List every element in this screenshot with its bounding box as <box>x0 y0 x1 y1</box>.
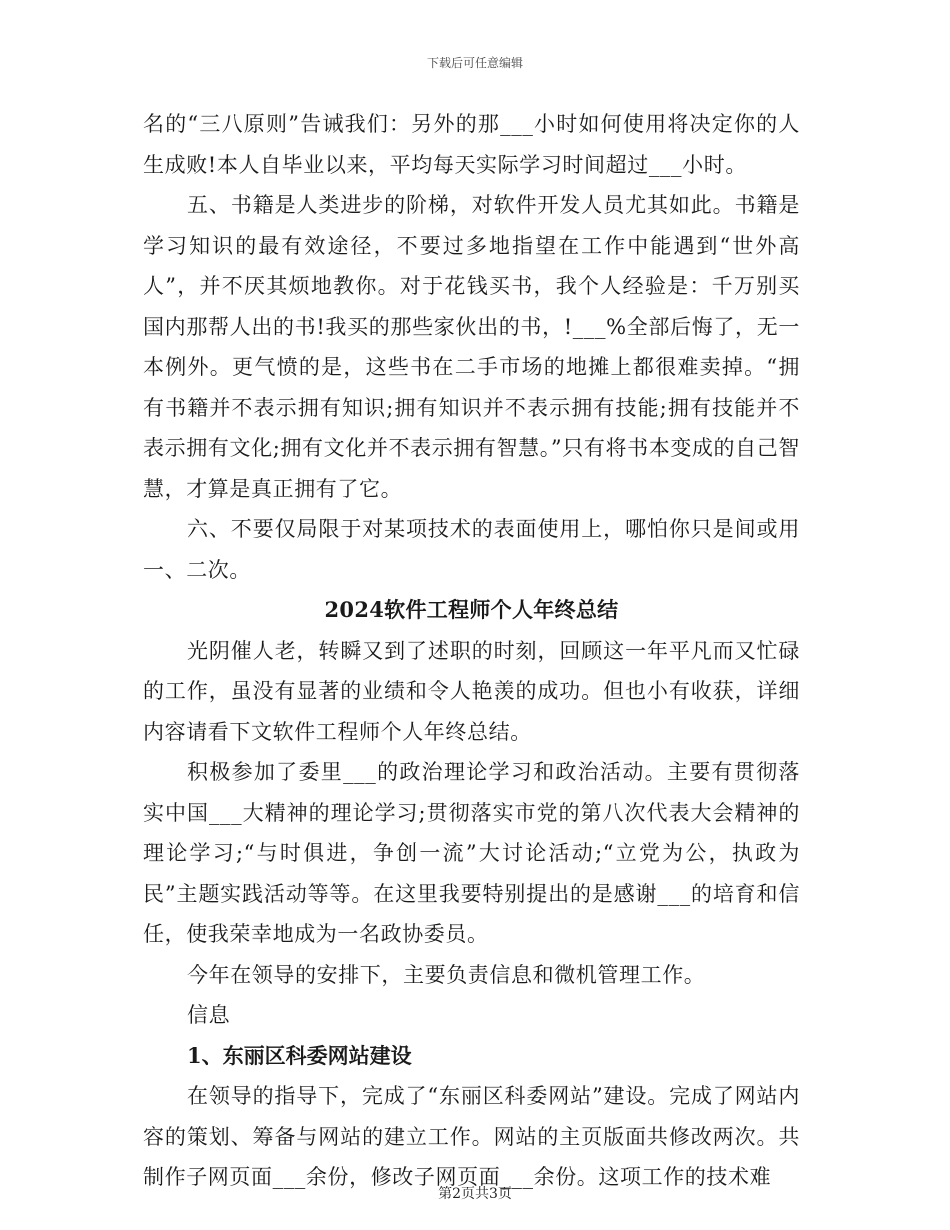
paragraph-technology-usage: 六、不要仅局限于对某项技术的表面使用上，哪怕你只是间或用一、二次。 <box>143 517 800 582</box>
section-title: 2024软件工程师个人年终总结 <box>324 597 619 622</box>
paragraph-intro: 光阴催人老，转瞬又到了述职的时刻，回顾这一年平凡而又忙碌的工作，虽没有显著的业绩和令人艳羡的成功。但也小有收获，详细内容请看下文软件工程师个人年终总结。 <box>143 638 800 744</box>
page-footer: 第2页共3页 <box>438 1186 512 1202</box>
page-header: 下载后可任意编辑 <box>426 56 523 70</box>
paragraph-responsibilities: 今年在领导的安排下，主要负责信息和微机管理工作。 <box>187 962 706 987</box>
document-body <box>143 104 800 1198</box>
paragraph-website-build: 在领导的指导下，完成了“东丽区科委网站”建设。完成了网站内容的策划、筹备与网站的建立工作。网站的主页版面共修改两次。共制作子网页面___余份，修改子网页面___余份。这项工作的技术难 <box>143 1084 800 1189</box>
subheading-website: 1、东丽区科委网站建设 <box>187 1042 412 1068</box>
paragraph-three-eight-principle: 名的“三八原则”告诫我们：另外的那___小时如何使用将决定你的人生成败!本人自毕业以来，平均每天实际学习时间超过___小时。 <box>143 112 800 177</box>
paragraph-info-label: 信息 <box>187 1003 231 1027</box>
paragraph-books: 五、书籍是人类进步的阶梯，对软件开发人员尤其如此。书籍是学习知识的最有效途径，不要过多地指望在工作中能遇到“世外高人”，并不厌其烦地教你。对于花钱买书，我个人经验是：千万别买国内那帮人出的书!我买的那些家伙出的书，!___%全部后悔了，无一本例外。更气愤的是，这些书在二手市场的地摊上都很难卖掉。“拥有书籍并不表示拥有知识;拥有知识并不表示拥有技能;拥有技能并不表示拥有文化;拥有文化并不表示拥有智慧。”只有将书本变成的自己智慧，才算是真正拥有了它。 <box>143 193 800 501</box>
paragraph-political-study: 积极参加了委里___的政治理论学习和政治活动。主要有贯彻落实中国___大精神的理论学习;贯彻落实市党的第八次代表大会精神的理论学习;“与时俱进，争创一流”大讨论活动;“立党为公，执政为民”主题实践活动等等。在这里我要特别提出的是感谢___的培育和信任，使我荣幸地成为一名政协委员。 <box>143 760 800 946</box>
